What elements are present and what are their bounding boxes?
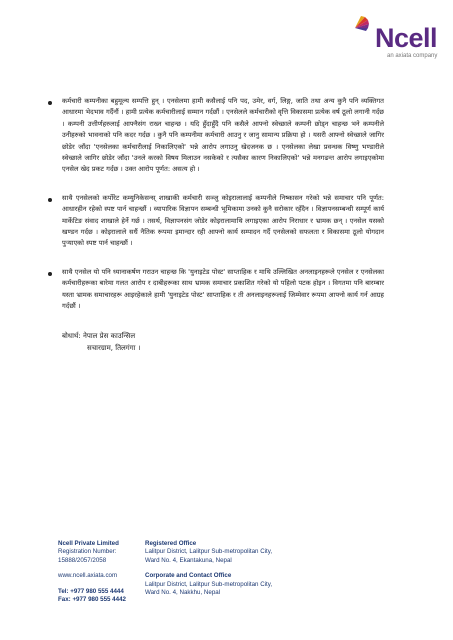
bullet-icon — [48, 272, 52, 276]
paragraph-text: साथै एनसेलको कर्पोरेट कम्युनिकेसन्स् शाखाकी कर्मचारी सञ्जु कोइरालालाई कम्पनीले निष्कासन गरेको भन्ने समाचार पनि पूर्णत: आधारहीन रहेको स्पष्ट पार्न चाहन्छौं । व्यापारिक विज्ञापन सम्बन्धी भूमिकामा उनको कुनै सरोकार रहँदैन । विज्ञापनसम्बन्धी सम्पूर्ण कार्य मार्केटिङ संवाद शाखाले हेर्ने गर्छ । तसर्थ, विज्ञापनसंग जोडेर कोइरालामाथि लगाइएका आरोप निराधार र भ्रामक छन् । एनसेल यसको खण्डन गर्दछ । कोइरालाले सधैं नैतिक रूपमा इमान्दार रही आफ्नो कार्य सम्पादन गर्दै एनसेलको सफलता र विकासमा ठूलो योगदान पुर्‍याएको स्पष्ट पार्न चाहन्छौं । — [62, 193, 384, 248]
signature-block — [62, 330, 384, 354]
bullet-item — [62, 96, 384, 176]
ncell-logo-mark-icon — [335, 14, 375, 42]
ncell-logo — [331, 14, 438, 66]
registered-office-line1: Lalitpur District, Lalitpur Sub-metropolitan City, — [145, 548, 273, 556]
footer-offices-column — [145, 540, 345, 597]
bullet-item — [62, 193, 384, 250]
corporate-office-line1: Lalitpur District, Lalitpur Sub-metropolitan City, — [145, 580, 273, 588]
footer-registration-label: Registration Number: — [58, 548, 117, 556]
paragraph-text: कर्मचारी कम्पनीका बहुमूल्य सम्पत्ति हुन् । एनसेलमा हामी कसैलाई पनि पद, उमेर, वर्ग, लिङ्ग, जाति तथा अन्य कुनै पनि व्यक्तिगत आधारमा भेदभाव गर्दैनौं । हामी प्रत्येक कर्मचारीलाई सम्मान गर्दछौं । एनसेलले कर्मचारीको वृत्ति विकासमा प्रत्येक वर्ष ठूलो लगानी गर्दछ । कम्पनी उत्तीर्णहरुलाई आफ्नैसंग राख्न चाहन्छ । यदि हुँदाहुँदै पनि कसैले आफ्नो स्वेच्छाले कम्पनी छोड्न चाहन्छ भने कम्पनीले उनीहरुको भावनाको पनि कदर गर्दछ । कुनै पनि कम्पनीमा कर्मचारी आउनु र जानु सामान्य प्रक्रिया हो । यसरी आफ्नो स्वेच्छाले जागिर छोडेर जाँदा 'एनसेलका कर्मचारीलाई निकालिएको' भन्ने आरोप लगाउनु खेदजनक छ । एनसेलका लेखा प्रवन्धक विष्णु भण्डारीले स्वेच्छाले जागिर छोडेर जाँदा 'उनले करको विषय मिलाउन नसकेको र त्यसैका कारण निकालिएको' भन्ने मनगढन्त आरोप लगाइएकोमा एनसेल खेद प्रकट गर्दछ । उक्त आरोप पूर्णत: असत्य हो । — [62, 97, 384, 174]
corporate-office-line2: Ward No. 4, Nakkhu, Nepal — [145, 589, 221, 597]
footer-website-link[interactable]: www.ncell.axiata.com — [58, 572, 118, 580]
footer-company-column — [58, 540, 130, 604]
bullet-icon — [48, 101, 52, 105]
footer-fax: Fax: +977 980 555 4442 — [58, 596, 126, 604]
registered-office-line2: Ward No. 4, Ekantakuna, Nepal — [145, 556, 232, 564]
footer-company-name: Ncell Private Limited — [58, 540, 119, 547]
cc-line: बोधार्थ: नेपाल प्रेस काउन्सिल — [62, 331, 136, 340]
corporate-office-title: Corporate and Contact Office — [145, 572, 232, 580]
bullet-item — [62, 267, 384, 313]
paragraph-text: साथै एनसेल यो पनि ध्यानाकर्षण गराउन चाहन्छ कि 'युनाइटेड पोस्ट' साप्ताहिक र माथि उल्लिखित अनलाइनहरूले एनसेल र एनसेलका कर्मचारीहरूका बारेमा गलत आरोप र दाबीहरूका साथ भ्रामक समाचार प्रकाशित गरेको यो पहिलो पटक होइन । विगतमा पनि बारम्बार यस्ता भ्रामक समाचारहरू आइरहेकाले हामी 'युनाइटेड पोस्ट' साप्ताहिक र ती अनलाइनहरूलाई जिम्मेवार रूपमा आफ्नो कार्य गर्न आग्रह गर्दछौं । — [62, 267, 384, 311]
footer-telephone: Tel: +977 980 555 4444 — [58, 587, 124, 595]
letter-body — [62, 96, 384, 354]
cc-address: सचारग्राम, तिलगंगा । — [87, 343, 141, 352]
registered-office-title: Registered Office — [145, 540, 197, 547]
brand-tagline: an axiata company — [387, 53, 438, 59]
brand-name: Ncell — [375, 23, 438, 53]
bullet-icon — [48, 198, 52, 202]
footer-registration-number: 15888/2057/2058 — [58, 556, 107, 564]
